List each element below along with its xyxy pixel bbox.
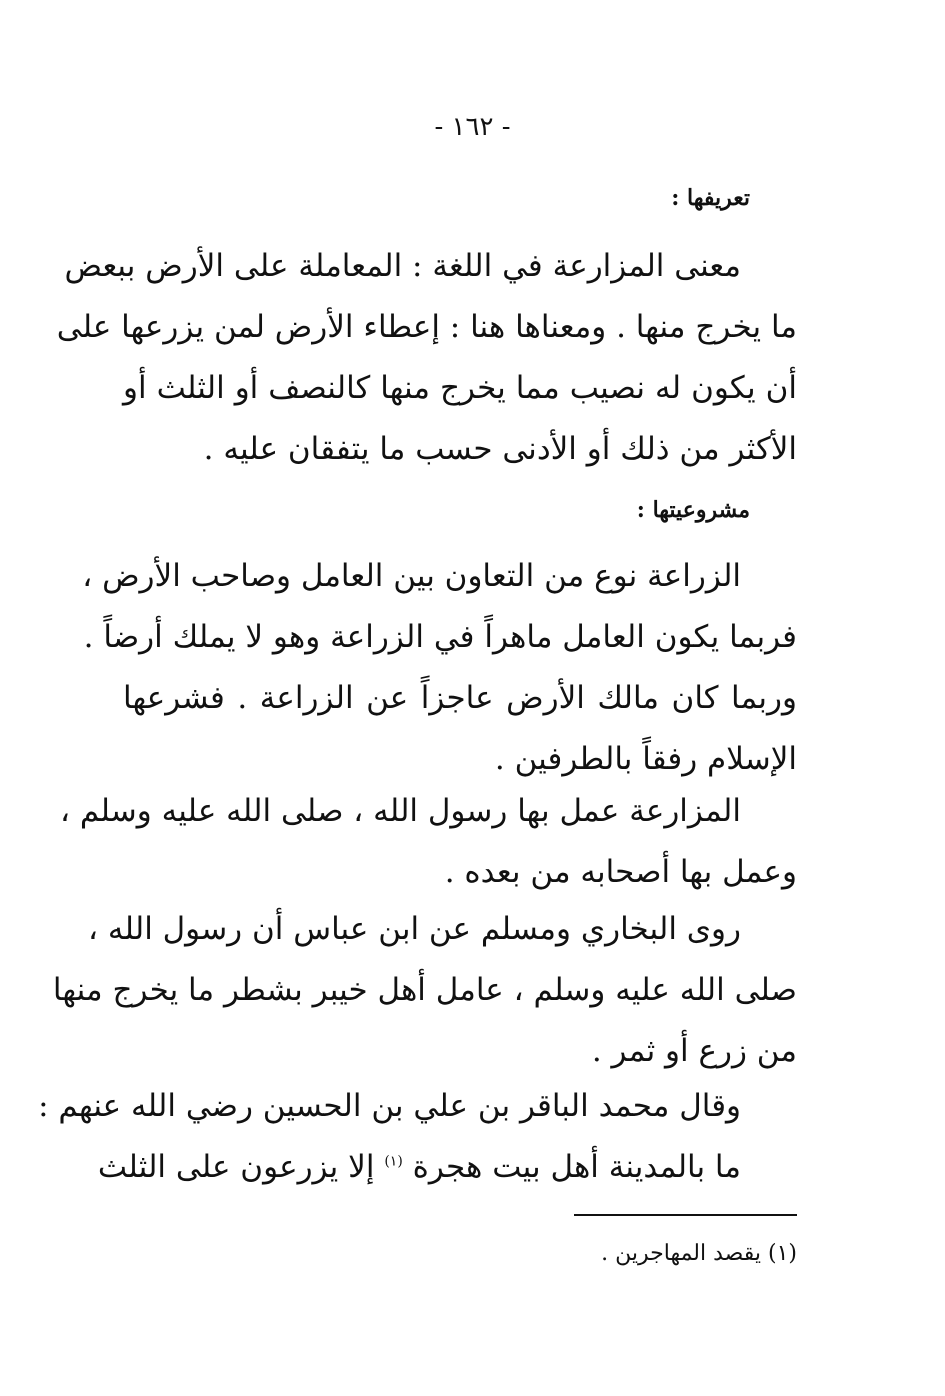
paragraph-line: من زرع أو ثمر . xyxy=(591,1033,797,1069)
paragraph-line: معنى المزارعة في اللغة : المعاملة على الأرض ببعض xyxy=(64,248,741,284)
footnote xyxy=(601,1241,797,1266)
paragraph-line: فربما يكون العامل ماهراً في الزراعة وهو لا يملك أرضاً . xyxy=(83,619,797,655)
footnote-marker: (١) xyxy=(767,1241,797,1266)
footnote-text: يقصد المهاجرين . xyxy=(601,1241,761,1266)
definition-paragraph xyxy=(56,236,797,480)
legitimacy-paragraph-2 xyxy=(60,781,797,903)
paragraph-line: أن يكون له نصيب مما يخرج منها كالنصف أو الثلث أو xyxy=(123,370,797,406)
paragraph-line: المزارعة عمل بها رسول الله ، صلى الله عليه وسلم ، xyxy=(60,793,741,829)
paragraph-line: ما يخرج منها . ومعناها هنا : إعطاء الأرض لمن يزرعها على xyxy=(56,309,797,345)
paragraph-line-part: ما بالمدينة أهل بيت هجرة xyxy=(412,1149,741,1185)
footnote-reference[interactable]: (١) xyxy=(384,1153,403,1170)
paragraph-line: الزراعة نوع من التعاون بين العامل وصاحب الأرض ، xyxy=(82,558,741,594)
paragraph-line: روى البخاري ومسلم عن ابن عباس أن رسول الله ، xyxy=(88,911,741,947)
section-heading-definition: تعريفها : xyxy=(671,185,750,211)
page-number: - ١٦٢ - xyxy=(434,112,511,142)
paragraph-line: وعمل بها أصحابه من بعده . xyxy=(444,854,797,890)
paragraph-line-part: إلا يزرعون على الثلث xyxy=(97,1149,375,1185)
legitimacy-paragraph-1 xyxy=(82,546,797,790)
paragraph-line: الإسلام رفقاً بالطرفين . xyxy=(494,741,797,777)
paragraph-line-with-footnote xyxy=(97,1137,797,1198)
paragraph-line: الأكثر من ذلك أو الأدنى حسب ما يتفقان عليه . xyxy=(203,431,797,467)
paragraph-line: وقال محمد الباقر بن علي بن الحسين رضي الله عنهم : xyxy=(38,1088,741,1124)
legitimacy-paragraph-3 xyxy=(52,899,797,1082)
paragraph-line: وربما كان مالك الأرض عاجزاً عن الزراعة . فشرعها xyxy=(123,680,797,716)
footnote-divider xyxy=(574,1214,797,1216)
legitimacy-paragraph-4 xyxy=(38,1076,797,1198)
section-heading-legitimacy: مشروعيتها : xyxy=(636,497,750,523)
paragraph-line: صلى الله عليه وسلم ، عامل أهل خيبر بشطر ما يخرج منها xyxy=(52,972,797,1008)
